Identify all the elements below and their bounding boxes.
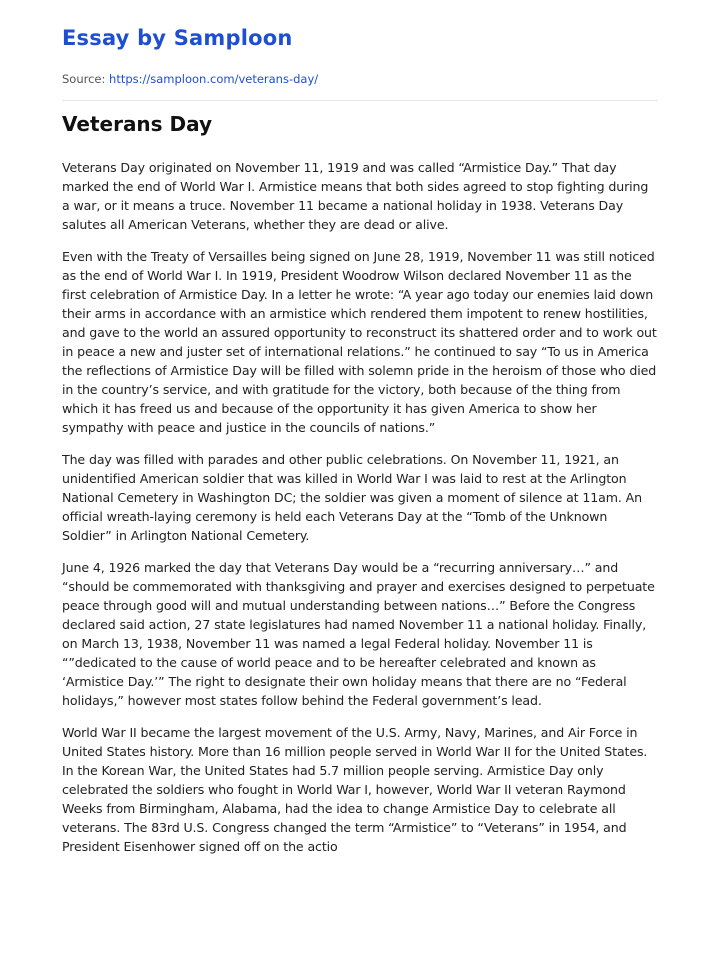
source-line [62,72,318,86]
source-label: Source: [62,72,110,86]
essay-body [62,158,658,869]
site-brand[interactable]: Essay by Samploon [62,26,293,50]
header-divider [62,100,658,101]
source-link[interactable]: https://samploon.com/veterans-day/ [109,72,319,86]
paragraph: Veterans Day originated on November 11, 1919 and was called “Armistice Day.” That day marked the end of World War I. Armistice means that both sides agreed to stop fighting during a war, or it means a truce. November 11 became a national holiday in 1938. Veterans Day salutes all American Veterans, whether they are dead or alive. [62,160,649,232]
paragraph: June 4, 1926 marked the day that Veterans Day would be a “recurring anniversary…” and “should be commemorated with thanksgiving and prayer and exercises designed to perpetuate peace through good will and mutual understanding between nations…” Before the Congress declared said action, 27 state legislatures had named November 11 a national holiday. Finally, on March 13, 1938, November 11 was named a legal Federal holiday. November 11 is “”dedicated to the cause of world peace and to be hereafter celebrated and known as ‘Armistice Day.’” The right to designate their own holiday means that there are no “Federal holidays,” however most states follow behind the Federal government’s lead. [62,560,655,708]
paragraph: The day was filled with parades and other public celebrations. On November 11, 1921, an unidentified American soldier that was killed in World War I was laid to rest at the Arlington National Cemetery in Washington DC; the soldier was given a moment of silence at 11am. An official wreath-laying ceremony is held each Veterans Day at the “Tomb of the Unknown Soldier” in Arlington National Cemetery. [62,452,643,543]
paragraph: World War II became the largest movement of the U.S. Army, Navy, Marines, and Air Force in United States history. More than 16 million people served in World War II for the United States. In the Korean War, the United States had 5.7 million people serving. Armistice Day only celebrated the soldiers who fought in World War I, however, World War II veteran Raymond Weeks from Birmingham, Alabama, had the idea to change Armistice Day to celebrate all veterans. The 83rd U.S. Congress changed the term “Armistice” to “Veterans” in 1954, and President Eisenhower signed off on the actio [62,725,648,854]
document-title: Veterans Day [62,112,213,136]
paragraph: Even with the Treaty of Versailles being signed on June 28, 1919, November 11 was still noticed as the end of World War I. In 1919, President Woodrow Wilson declared November 11 as the first celebration of Armistice Day. In a letter he wrote: “A year ago today our enemies laid down their arms in accordance with an armistice which rendered them impotent to renew hostilities, and gave to the world an assured opportunity to reconstruct its shattered order and to work out in peace a new and juster set of international relations.” he continued to say “To us in America the reflections of Armistice Day will be filled with solemn pride in the heroism of those who died in the country’s service, and with gratitude for the victory, both because of the thing from which it has freed us and because of the opportunity it has given America to show her sympathy with peace and justice in the councils of nations.” [62,249,657,435]
